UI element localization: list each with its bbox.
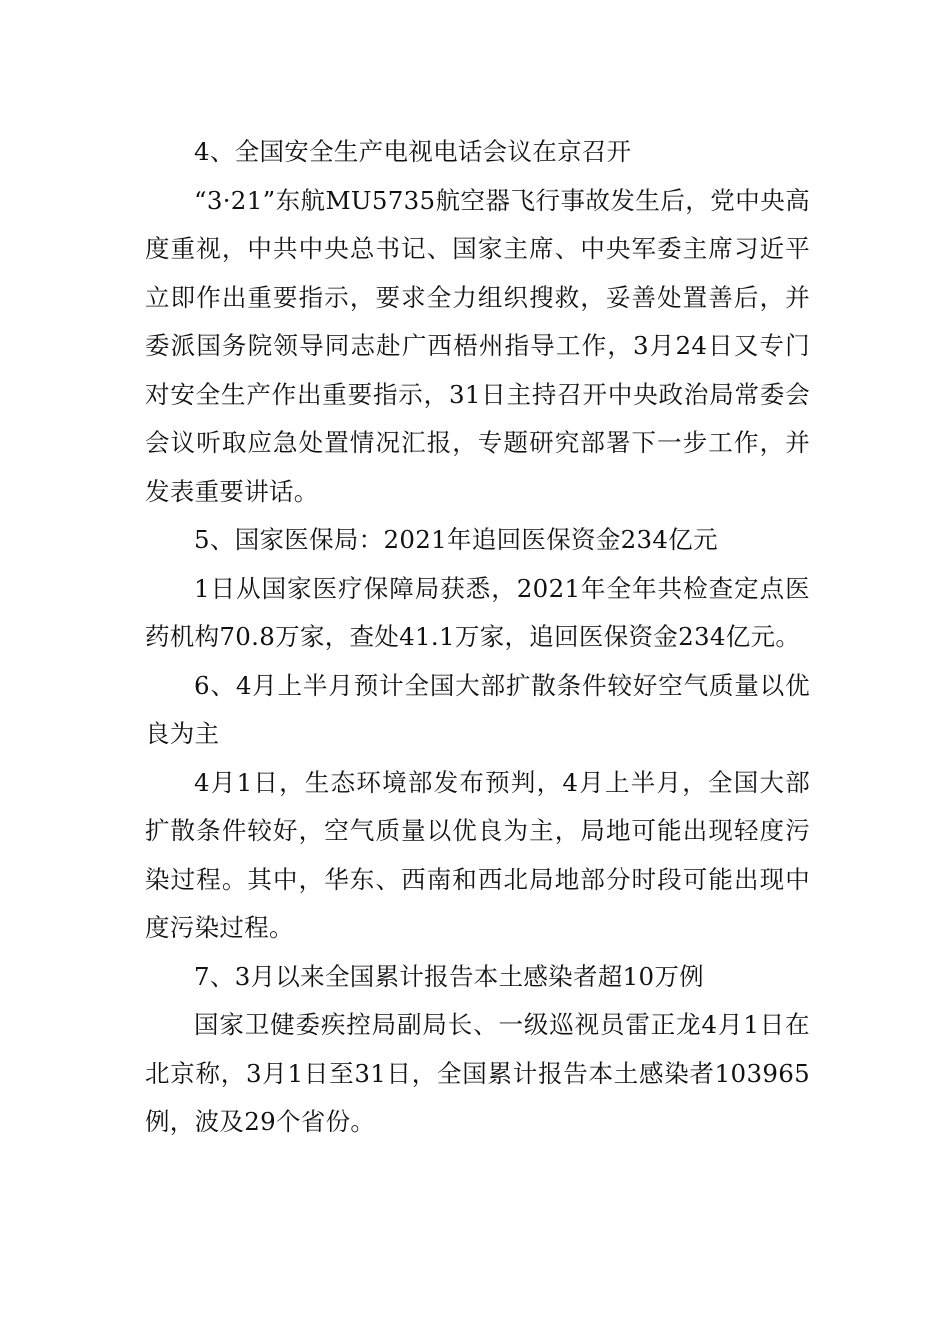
section-heading-6: 6、4月上半月预计全国大部扩散条件较好空气质量以优良为主 (145, 670, 810, 748)
section-heading-7: 7、3月以来全国累计报告本土感染者超10万例 (194, 961, 704, 991)
section-body-4: “3·21”东航MU5735航空器飞行事故发生后，党中央高度重视，中共中央总书记、国家主席、中央军委主席习近平立即作出重要指示，要求全力组织搜救，妥善处置善后，并委派国务院领导同志赴广西梧州指导工作，3月24日又专门对安全生产作出重要指示，31日主持召开中央政治局常委会会议听取应急处置情况汇报，专题研究部署下一步工作，并发表重要讲话。 (145, 185, 810, 506)
section-body-5: 1日从国家医疗保障局获悉，2021年全年共检查定点医药机构70.8万家，查处41.1万家，追回医保资金234亿元。 (145, 573, 810, 651)
section-body-6: 4月1日，生态环境部发布预判，4月上半月，全国大部扩散条件较好，空气质量以优良为主，局地可能出现轻度污染过程。其中，华东、西南和西北局地部分时段可能出现中度污染过程。 (145, 767, 810, 942)
section-body-7: 国家卫健委疾控局副局长、一级巡视员雷正龙4月1日在北京称，3月1日至31日，全国累计报告本土感染者103965例，波及29个省份。 (145, 1010, 810, 1136)
document-body (145, 128, 810, 1147)
section-heading-4: 4、全国安全生产电视电话会议在京召开 (194, 137, 632, 166)
section-heading-5: 5、国家医保局：2021年追回医保资金234亿元 (194, 525, 718, 554)
